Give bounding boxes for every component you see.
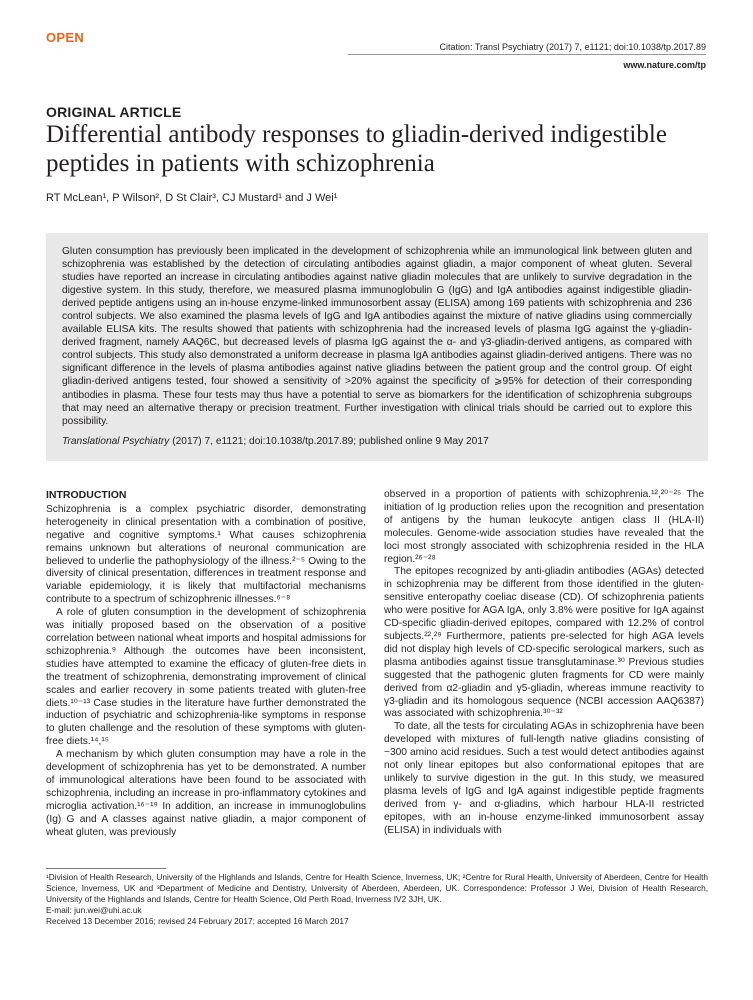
- journal-name: Translational Psychiatry: [62, 435, 170, 447]
- header-rule: [348, 54, 706, 55]
- received-dates: Received 13 December 2016; revised 24 February 2017; accepted 16 March 2017: [46, 916, 349, 926]
- abstract-citation: [62, 436, 692, 447]
- body-paragraph: observed in a proportion of patients with schizophrenia.¹²,²⁰⁻²⁵ The initiation of Ig production relies upon the recognition and presentation of antigens by the human leukocyte antigen class II (HLA-II) molecules. Genome-wide association studies have revealed that the loci most strongly associated with schizophrenia resided in the HLA region.²⁶⁻²⁸: [384, 489, 704, 565]
- open-access-label: OPEN: [46, 30, 85, 45]
- body-column-right: [384, 489, 704, 837]
- article-type-label: ORIGINAL ARTICLE: [46, 104, 182, 120]
- body-paragraph: A role of gluten consumption in the development of schizophrenia was initially proposed based on the observation of a positive correlation between national wheat imports and hospital admissions for schizophrenia.⁹ Although the outcomes have been inconsistent, studies have attempted to examine the efficacy of gluten-free diets in the treatment of schizophrenia, demonstrating improvement of clinical scales and earlier recovery in some patients treated with gluten-free diets.¹⁰⁻¹³ Case studies in the literature have further demonstrated the induction of psychiatric and schizophrenia-like symptoms in response to gluten challenge and the resolution of these symptoms with gluten-free diets.¹⁴,¹⁵: [46, 607, 366, 748]
- journal-website-link[interactable]: www.nature.com/tp: [623, 60, 706, 70]
- citation-line: Citation: Transl Psychiatry (2017) 7, e1121; doi:10.1038/tp.2017.89: [439, 42, 706, 52]
- body-paragraph: The epitopes recognized by anti-gliadin antibodies (AGAs) detected in schizophrenia may be different from those identified in the gluten-sensitive enteropathy coeliac disease (CD). Of schizophrenia patients who were positive for AGA IgA, only 3.8% were positive for IgA against CD-specific gliadin-derived epitopes, compared with 12.2% of control subjects.²²,²⁹ Furthermore, patients pre-selected for high AGA levels did not display high levels of CD-specific serological markers, such as plasma antibodies against tissue transglutaminase.³⁰ Previous studies suggested that the pathogenic gluten fragments for CD were mainly derived from α2-gliadin and γ5-gliadin, whereas immune reactivity to γ3-gliadin and its homologous sequence (NCBI accession AAQ6387) was associated with schizophrenia.³⁰⁻³²: [384, 566, 704, 720]
- body-paragraph: A mechanism by which gluten consumption may have a role in the development of schizophrenia has yet to be demonstrated. A number of immunological alterations have been found to be associated with schizophrenia, including an increase in pro-inflammatory cytokines and microglia activation.¹⁶⁻¹⁹ In addition, an increase in immunoglobulins (Ig) G and A classes against native gliadin, a major component of wheat gluten, was previously: [46, 749, 366, 838]
- body-paragraph: To date, all the tests for circulating AGAs in schizophrenia have been developed with mixtures of full-length native gliadins consisting of ~300 amino acid residues. Such a test would detect antibodies against not only linear epitopes but also conformational epitopes that are unlikely to survive digestion in the gut. In this study, we measured plasma levels of IgG and IgA against indigestible peptide fragments derived from γ- and α-gliadins, which harbour HLA-II restricted epitopes, with an in-house enzyme-linked immunosorbent assay (ELISA) in individuals with: [384, 721, 704, 836]
- footnotes: [46, 872, 708, 927]
- footnote-rule: [46, 868, 166, 869]
- affiliations: ¹Division of Health Research, University of the Highlands and Islands, Centre for Health Science, Inverness, UK; ²Centre for Rural Health, University of Aberdeen, Centre for Health Science, Inverness, UK and ³Department of Medicine and Dentistry, University of Aberdeen, Aberdeen, UK. Correspondence: Professor J Wei, Division of Health Research, University of the Highlands and Islands, Centre for Health Science, Old Perth Road, Inverness IV2 3JH, UK.: [46, 872, 708, 904]
- author-list: RT McLean¹, P Wilson², D St Clair³, CJ Mustard¹ and J Wei¹: [46, 192, 338, 204]
- section-heading-introduction: INTRODUCTION: [46, 489, 127, 501]
- abstract-text: Gluten consumption has previously been implicated in the development of schizophrenia while an immunological link between gluten and schizophrenia was established by the detection of circulating antibodies against gliadin, a major component of wheat gluten. Several studies have reported an increase in circulating antibodies against native gliadin molecules that are unlikely to survive degradation in the digestive system. In this study, therefore, we measured plasma immunoglobulin G (IgG) and IgA antibodies against indigestible gliadin-derived peptide antigens using an in-house enzyme-linked immunosorbent assay (ELISA) among 169 patients with schizophrenia and 236 control subjects. We also examined the plasma levels of IgG and IgA antibodies against the mixture of native gliadins using commercially available ELISA kits. The results showed that patients with schizophrenia had the increased levels of plasma IgG against the γ-gliadin-derived fragment, namely AAQ6C, but decreased levels of plasma IgG against the α- and γ3-gliadin-derived antigens, as compared with control subjects. This study also demonstrated a uniform decrease in plasma IgA antibodies against gliadin-derived antigens. There was no significant difference in the levels of plasma antibodies against native gliadins between the patient group and the control group. Of eight gliadin-derived antigens tested, four showed a sensitivity of >20% against the specificity of ⩾95% for detection of their corresponding antibodies in plasma. These four tests may thus have a potential to serve as biomarkers for the identification of schizophrenia subgroups that may need an alternative therapy or precision treatment. Further investigation with clinical trials should be carried out to explore this possibility.: [62, 246, 692, 427]
- body-column-left: [46, 489, 366, 839]
- correspondence-email[interactable]: E-mail: jun.wei@uhi.ac.uk: [46, 905, 142, 915]
- body-paragraph: Schizophrenia is a complex psychiatric disorder, demonstrating heterogeneity in clinical presentation with a combination of positive, negative and cognitive symptoms.¹ What causes schizophrenia remains unknown but alterations of neuronal communication are believed to underlie the pathophysiology of the illness.²⁻⁵ Owing to the diversity of clinical presentation, differences in treatment response and variable epidemiology, it is likely that multifactorial mechanisms contribute to a spectrum of schizophrenic illnesses.⁶⁻⁸: [46, 503, 366, 606]
- article-title: Differential antibody responses to gliadin-derived indigestible peptides in patients with schizophrenia: [46, 121, 667, 177]
- abstract-box: [46, 233, 708, 461]
- citation-details: (2017) 7, e1121; doi:10.1038/tp.2017.89; published online 9 May 2017: [169, 435, 489, 447]
